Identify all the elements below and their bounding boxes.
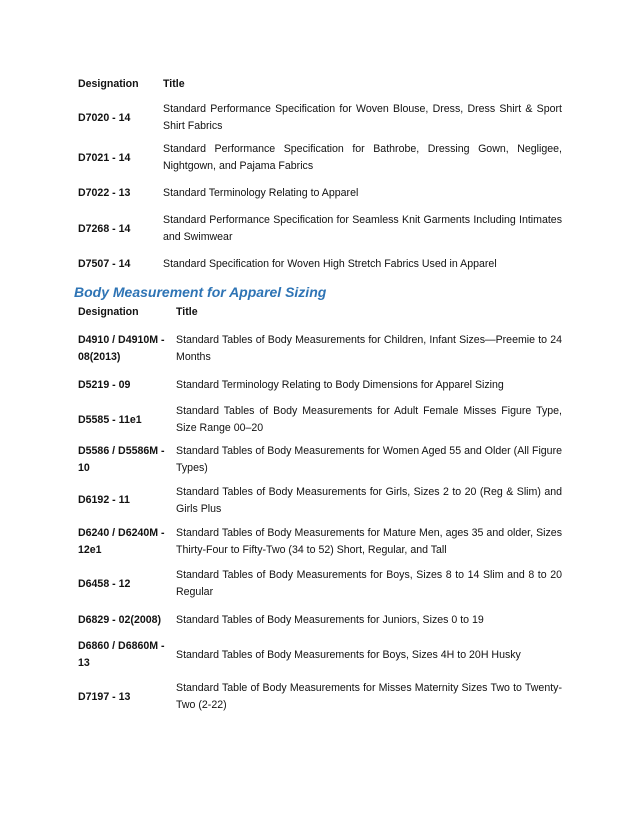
designation-cell: D6829 - 02(2008) bbox=[78, 613, 162, 626]
table-row bbox=[78, 563, 562, 605]
title-cell: Standard Tables of Body Measurements for Children, Infant Sizes—Preemie to 24 Months bbox=[176, 333, 562, 363]
table-row bbox=[78, 178, 562, 208]
table-row bbox=[78, 208, 562, 250]
title-cell: Standard Tables of Body Measurements for Juniors, Sizes 0 to 19 bbox=[176, 613, 484, 626]
designation-cell: D5586 / D5586M - 10 bbox=[78, 445, 165, 474]
designation-cell: D7268 - 14 bbox=[78, 222, 131, 235]
table-row bbox=[78, 480, 562, 521]
title-cell: Standard Terminology Relating to Body Dimensions for Apparel Sizing bbox=[176, 379, 504, 391]
table-row bbox=[78, 440, 562, 480]
designation-cell: D7197 - 13 bbox=[78, 690, 131, 703]
designation-cell: D7022 - 13 bbox=[78, 186, 131, 199]
title-column-header: Title bbox=[176, 305, 198, 318]
designation-column-header: Designation bbox=[78, 305, 139, 318]
title-cell: Standard Specification for Woven High Stretch Fabrics Used in Apparel bbox=[163, 257, 497, 270]
table-row bbox=[78, 138, 562, 178]
table-header-row bbox=[78, 70, 562, 98]
designation-cell: D7020 - 14 bbox=[78, 111, 131, 124]
designation-cell: D7021 - 14 bbox=[78, 151, 131, 164]
title-cell: Standard Performance Specification for Woven Blouse, Dress, Dress Shirt & Sport Shirt Fabrics bbox=[163, 103, 562, 132]
designation-cell: D6240 / D6240M - 12e1 bbox=[78, 527, 165, 556]
table-row bbox=[78, 635, 562, 675]
section-heading: Body Measurement for Apparel Sizing bbox=[74, 284, 327, 300]
table-row bbox=[78, 371, 562, 400]
table-row bbox=[78, 98, 562, 138]
designation-cell: D7507 - 14 bbox=[78, 257, 131, 270]
body-measurement-standards-table bbox=[78, 298, 562, 719]
table-row bbox=[78, 250, 562, 278]
title-cell: Standard Tables of Body Measurements for Mature Men, ages 35 and older, Sizes Thirty-Four to Fifty-Two (34 to 52) Short, Regular, and Tall bbox=[176, 527, 562, 556]
title-cell: Standard Performance Specification for Seamless Knit Garments Including Intimates and Swimwear bbox=[163, 214, 562, 243]
table-row bbox=[78, 675, 562, 719]
apparel-standards-table bbox=[78, 70, 562, 278]
table-row bbox=[78, 521, 562, 563]
designation-cell: D5585 - 11e1 bbox=[78, 413, 142, 426]
designation-column-header: Designation bbox=[78, 77, 139, 90]
title-cell: Standard Tables of Body Measurements for Women Aged 55 and Older (All Figure Types) bbox=[176, 445, 562, 474]
table-row bbox=[78, 326, 562, 371]
designation-cell: D4910 / D4910M - 08(2013) bbox=[78, 333, 165, 363]
designation-cell: D6192 - 11 bbox=[78, 494, 130, 506]
title-cell: Standard Tables of Body Measurements for Boys, Sizes 8 to 14 Slim and 8 to 20 Regular bbox=[176, 569, 562, 598]
title-cell: Standard Table of Body Measurements for Misses Maternity Sizes Two to Twenty-Two (2-22) bbox=[176, 682, 562, 711]
title-cell: Standard Tables of Body Measurements for Adult Female Misses Figure Type, Size Range 00–20 bbox=[176, 405, 562, 434]
table-row bbox=[78, 605, 562, 635]
table-row bbox=[78, 400, 562, 440]
designation-cell: D6458 - 12 bbox=[78, 577, 131, 590]
title-cell: Standard Terminology Relating to Apparel bbox=[163, 186, 359, 199]
title-cell: Standard Tables of Body Measurements for Girls, Sizes 2 to 20 (Reg & Slim) and Girls Plus bbox=[176, 485, 562, 515]
table-header-row bbox=[78, 298, 562, 326]
title-cell: Standard Tables of Body Measurements for Boys, Sizes 4H to 20H Husky bbox=[176, 648, 521, 661]
title-cell: Standard Performance Specification for Bathrobe, Dressing Gown, Negligee, Nightgown, and Pajama Fabrics bbox=[163, 143, 562, 172]
designation-cell: D6860 / D6860M - 13 bbox=[78, 640, 165, 669]
designation-cell: D5219 - 09 bbox=[78, 379, 131, 391]
title-column-header: Title bbox=[163, 77, 185, 90]
